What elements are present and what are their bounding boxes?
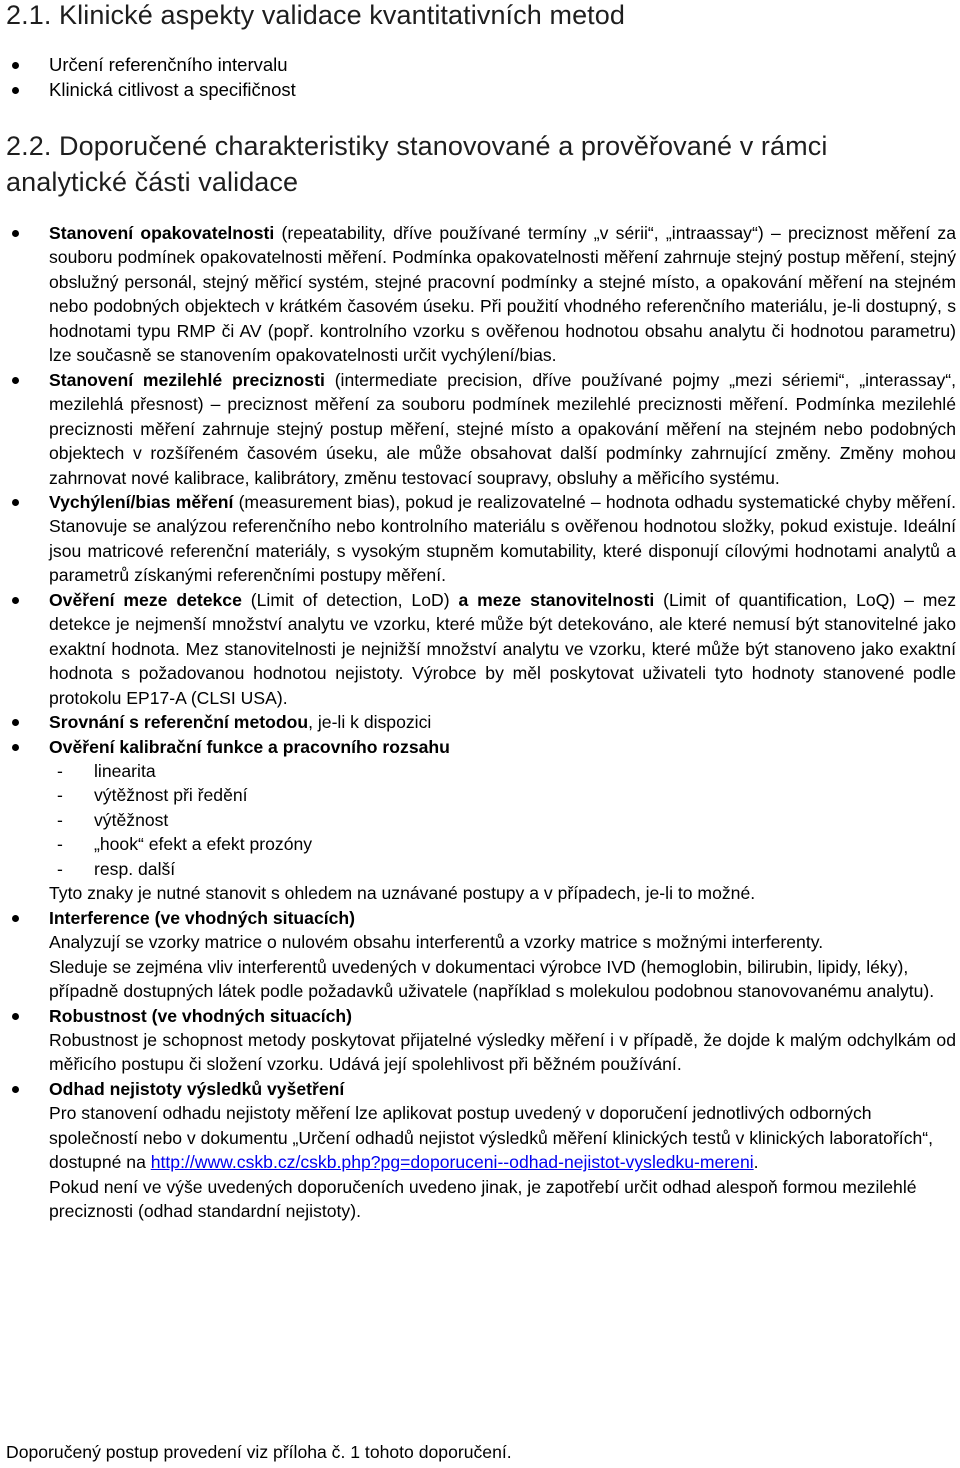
intro-list xyxy=(6,53,296,102)
item-title: a meze stanovitelnosti xyxy=(458,589,655,610)
item-paragraph: Pokud není ve výše uvedených doporučeních uvedeno jinak, je zapotřebí určit odhad alespoň formou mezilehlé preciznosti (odhad standardní nejistoty). xyxy=(49,1176,917,1222)
list-item-interference xyxy=(6,906,956,1004)
sublist-item: - výtěžnost při ředění xyxy=(49,783,956,807)
bullet-icon xyxy=(12,719,19,726)
bullet-icon xyxy=(12,230,19,237)
item-title: Interference (ve vhodných situacích) xyxy=(49,907,356,928)
dash-icon: - xyxy=(57,785,63,806)
sublist-item: - „hook“ efekt a efekt prozóny xyxy=(49,832,956,856)
list-item: Určení referenčního intervalu xyxy=(6,53,296,78)
calibration-note: Tyto znaky je nutné stanovit s ohledem na uznávané postupy a v případech, je-li to možné. xyxy=(49,883,756,904)
bullet-icon xyxy=(12,915,19,922)
list-item: Klinická citlivost a specifičnost xyxy=(6,78,296,103)
characteristics-list xyxy=(6,221,956,1224)
item-title: Ověření kalibrační funkce a pracovního rozsahu xyxy=(49,736,450,757)
item-title: Robustnost (ve vhodných situacích) xyxy=(49,1005,353,1026)
footer-note: Doporučený postup provedení viz příloha č. 1 tohoto doporučení. xyxy=(6,1442,512,1462)
dash-icon: - xyxy=(57,760,63,781)
item-text: (Limit of quantification, LoQ) – mez detekce je nejmenší množství analytu ve vzorku, které může být detekováno, ale které nemusí být stanovitelné jako exaktní hodnota. Mez stanovitelnosti je nejnižší množství analytu ve vzorku, které může být stanoveno jako exaktní hodnota s požadovanou hodnotou nejistoty. Výrobce by měl poskytovat uživateli tyto hodnoty stanovené podle protokolu EP17-A (CLSI USA). xyxy=(49,589,957,708)
item-title: Stanovení opakovatelnosti xyxy=(49,223,275,243)
list-item-uncertainty xyxy=(6,1077,956,1224)
item-title: Odhad nejistoty výsledků vyšetření xyxy=(49,1078,345,1099)
bullet-icon xyxy=(12,499,19,506)
bullet-icon xyxy=(12,744,19,751)
item-title: Vychýlení/bias měření xyxy=(49,491,234,512)
bullet-icon xyxy=(12,1086,19,1093)
dash-icon: - xyxy=(57,809,63,830)
item-title: Ověření meze detekce xyxy=(49,589,242,610)
item-text: , je-li k dispozici xyxy=(308,712,432,733)
list-item-calibration xyxy=(6,735,956,906)
item-text: (Limit of detection, LoD) xyxy=(250,589,450,610)
bullet-icon xyxy=(12,1013,19,1020)
list-item-bias xyxy=(6,490,956,588)
uncertainty-document-link[interactable]: http://www.cskb.cz/cskb.php?pg=doporuceni--odhad-nejistot-vysledku-mereni xyxy=(150,1152,754,1173)
item-title: Srovnání s referenční metodou xyxy=(49,712,309,733)
item-text: (measurement bias), pokud je realizovatelné – hodnota odhadu systematické chyby měření. Stanovuje se analýzou referenčního nebo kontrolního materiálu s ověřenou hodnotou složky, pokud existuje. Ideální jsou matricové referenční materiály, s vysokým stupněm komutability, které disponují cílovými hodnotami analytů a parametrů získanými referenčními postupy měření. xyxy=(49,491,956,586)
item-text: (intermediate precision, dříve používané pojmy „mezi sériemi“, „interassay“, mezilehlá přesnost) – preciznost měření za souboru podmínek mezilehlé preciznosti měření. Podmínka mezilehlé preciznosti měření zahrnuje stejný postup měření, stejné místo a opakování měření na stejném nebo podobných objektech v rozšířeném časovém úseku, ale může obsahovat další podmínky zahrnující změny. Změny mohou zahrnovat nové kalibrace, kalibrátory, změnu testovací soupravy, obsluhy a měřicího systému. xyxy=(49,369,957,488)
bullet-icon xyxy=(12,87,19,94)
item-text: (repeatability, dříve používané termíny „v sérii“, „intraassay“) – preciznost měření za souboru podmínek opakovatelnosti měření. Podmínka opakovatelnosti měření zahrnuje stejný postup měření, stejný obslužný personál, stejný měřicí systém, stejné pracovní podmínky a stejné místo, a opakování měření na stejném nebo podobných objektech v krátkém časovém úseku. Při použití vhodného referenčního materiálu, je-li dostupný, s hodnotami typu RMP či AV (popř. kontrolního vzorku s ověřenou hodnotou obsahu analytu či hodnotou parametru) lze současně se stanovením opakovatelnosti určit vychýlení/bias. xyxy=(49,223,956,366)
item-paragraph: Sleduje se zejména vliv interferentů uvedených v dokumentaci výrobce IVD (hemoglobin, bilirubin, lipidy, léky), případně dostupných látek podle požadavků uživatele (například s molekulou podobnou stanovovanému analytu). xyxy=(49,956,935,1002)
item-paragraph: Pro stanovení odhadu nejistoty měření lze aplikovat postup uvedený v doporučení jednotlivých odborných společností nebo v dokumentu „Určení odhadů nejistot výsledků měření klinických testů v klinických laboratořích“, dostupné na http://www.cskb.cz/cskb.php?pg=doporuceni--odhad-nejistot-vysledku-mereni. xyxy=(49,1103,934,1173)
bullet-icon xyxy=(12,62,19,69)
calibration-sublist xyxy=(49,759,956,881)
bullet-icon xyxy=(12,597,19,604)
dash-icon: - xyxy=(57,834,63,855)
item-paragraph: Analyzují se vzorky matrice o nulovém obsahu interferentů a vzorky matrice s možnými interferenty. xyxy=(49,932,824,953)
section-heading-2-1: 2.1. Klinické aspekty validace kvantitativních metod xyxy=(6,0,626,30)
sublist-item: - resp. další xyxy=(49,857,956,881)
list-item-lod xyxy=(6,588,956,710)
list-item-repeatability xyxy=(6,221,956,368)
list-item-intermediate-precision xyxy=(6,368,956,490)
list-item-robustness xyxy=(6,1004,956,1077)
bullet-icon xyxy=(12,377,19,384)
sublist-item: - linearita xyxy=(49,759,956,783)
list-item-reference-method xyxy=(6,710,956,734)
sublist-item: - výtěžnost xyxy=(49,808,956,832)
section-heading-2-2: 2.2. Doporučené charakteristiky stanovované a prověřované v rámci analytické části validace xyxy=(6,131,828,197)
dash-icon: - xyxy=(57,858,63,879)
item-paragraph: Robustnost je schopnost metody poskytovat přijatelné výsledky měření i v případě, že dojde k malým odchylkám od měřicího postupu či složení vzorku. Udává její spolehlivost při běžném používání. xyxy=(49,1029,956,1075)
item-title: Stanovení mezilehlé preciznosti xyxy=(49,369,325,390)
